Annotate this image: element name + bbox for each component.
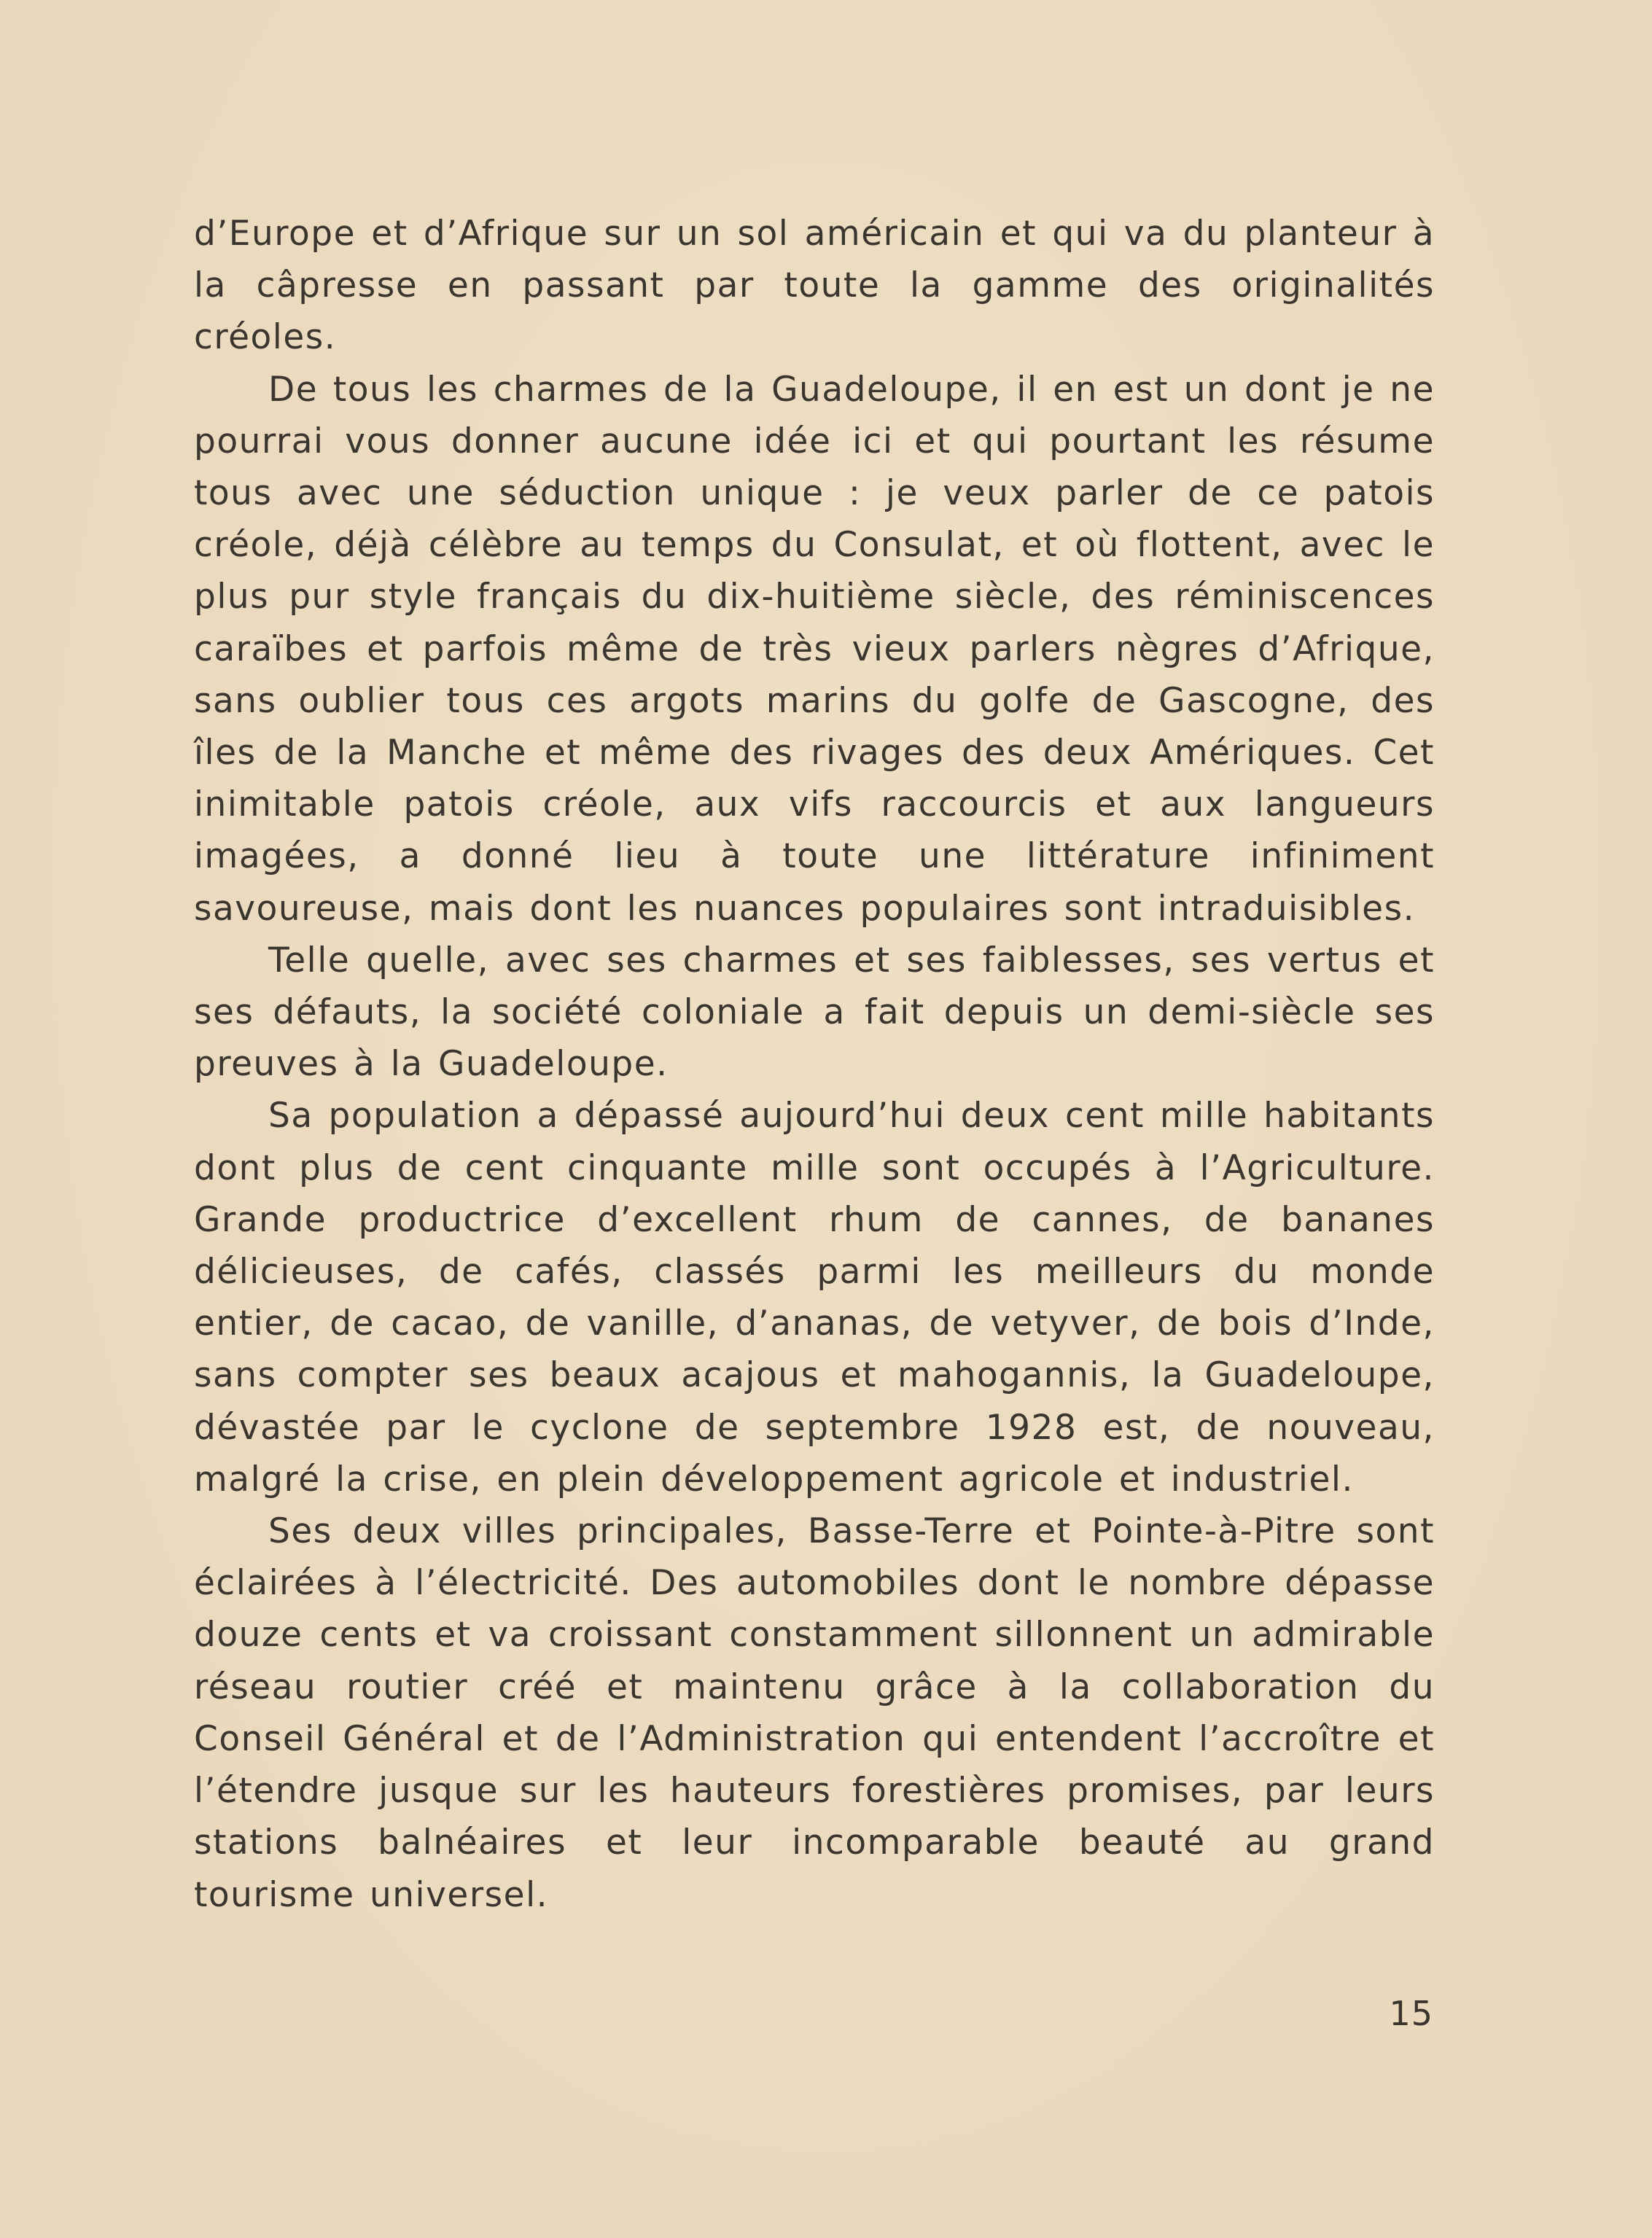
paragraph-creole-patois: De tous les charmes de la Guadeloupe, il en est un dont je ne pourrai vous donner aucune idée ici et qui pourtant les résume tous avec une séduction unique : je veux parler de ce patois créole, déjà célèbre au temps du Consulat, et où flottent, avec le plus pur style français du dix-huitième siècle, des réminiscences caraïbes et parfois même de très vieux parlers nègres d’Afrique, sans oublier tous ces argots marins du golfe de Gascogne, des îles de la Manche et même des rivages des deux Amériques. Cet inimitable patois créole, aux vifs raccourcis et aux langueurs imagées, a donné lieu à toute une littérature infiniment savoureuse, mais dont les nuances populaires sont intraduisibles.	[194, 369, 1435, 929]
page-number: 15	[1389, 1994, 1433, 2033]
paragraph-colonial-society: Telle quelle, avec ses charmes et ses faiblesses, ses vertus et ses défauts, la société coloniale a fait depuis un demi-siècle ses preuves à la Guadeloupe.	[194, 940, 1435, 1085]
body-text	[194, 208, 1435, 1921]
paragraph-continuation: d’Europe et d’Afrique sur un sol américain et qui va du planteur à la câpresse en passant par toute la gamme des originalités créoles.	[194, 214, 1435, 358]
paragraph-population: Sa population a dépassé aujourd’hui deux cent mille habitants dont plus de cent cinquante mille sont occupés à l’Agriculture. Grande productrice d’excellent rhum de cannes, de bananes délicieuses, de cafés, classés parmi les meilleurs du monde entier, de cacao, de vanille, d’ananas, de vetyver, de bois d’Inde, sans compter ses beaux acajous et mahogannis, la Guadeloupe, dévastée par le cyclone de septembre 1928 est, de nouveau, malgré la crise, en plein développement agricole et industriel.	[194, 1096, 1435, 1500]
paragraph-cities: Ses deux villes principales, Basse-Terre et Pointe-à-Pitre sont éclairées à l’électricité. Des automobiles dont le nombre dépasse douze cents et va croissant constamment sillonnent un admirable réseau routier créé et maintenu grâce à la collaboration du Conseil Général et de l’Administration qui entendent l’accroître et l’étendre jusque sur les hauteurs forestières promises, par leurs stations balnéaires et leur incomparable beauté au grand tourisme universel.	[194, 1511, 1435, 1915]
